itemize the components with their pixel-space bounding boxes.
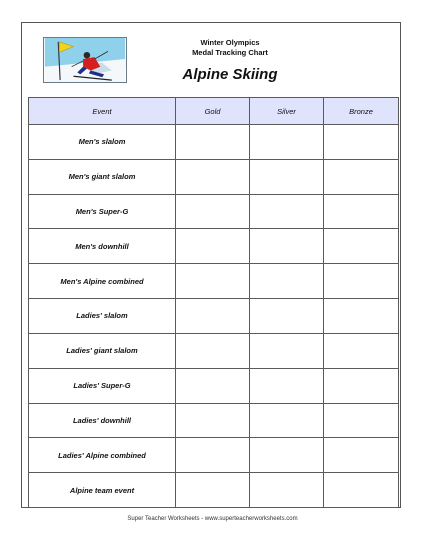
footer-credit: Super Teacher Worksheets - www.superteacherworksheets.com <box>127 516 298 522</box>
event-cell: Ladies' slalom <box>29 299 176 334</box>
gold-cell[interactable] <box>176 159 250 194</box>
table-row <box>29 229 399 264</box>
gold-cell[interactable] <box>176 473 250 508</box>
silver-cell[interactable] <box>250 333 324 368</box>
table-row <box>29 368 399 403</box>
page-title: Alpine Skiing <box>182 66 278 83</box>
event-cell: Ladies' Super-G <box>29 368 176 403</box>
table-header-row <box>29 98 399 125</box>
silver-cell[interactable] <box>250 403 324 438</box>
silver-cell[interactable] <box>250 438 324 473</box>
table-row <box>29 125 399 160</box>
bronze-cell[interactable] <box>324 438 399 473</box>
event-cell: Men's downhill <box>29 229 176 264</box>
event-cell: Ladies' Alpine combined <box>29 438 176 473</box>
silver-cell[interactable] <box>250 299 324 334</box>
silver-cell[interactable] <box>250 125 324 160</box>
table-row <box>29 403 399 438</box>
bronze-cell[interactable] <box>324 333 399 368</box>
gold-cell[interactable] <box>176 125 250 160</box>
event-cell: Ladies' giant slalom <box>29 333 176 368</box>
medal-table <box>28 97 399 508</box>
table-row <box>29 333 399 368</box>
bronze-cell[interactable] <box>324 368 399 403</box>
gold-cell[interactable] <box>176 368 250 403</box>
silver-cell[interactable] <box>250 194 324 229</box>
event-cell: Alpine team event <box>29 473 176 508</box>
skier-with-flag-icon <box>43 37 127 83</box>
bronze-cell[interactable] <box>324 159 399 194</box>
table-row <box>29 438 399 473</box>
bronze-cell[interactable] <box>324 125 399 160</box>
event-cell: Men's Super-G <box>29 194 176 229</box>
table-row <box>29 264 399 299</box>
table-row <box>29 159 399 194</box>
header-line-2: Medal Tracking Chart <box>192 48 268 57</box>
table-row <box>29 473 399 508</box>
gold-cell[interactable] <box>176 229 250 264</box>
event-cell: Men's Alpine combined <box>29 264 176 299</box>
gold-cell[interactable] <box>176 333 250 368</box>
column-header-event: Event <box>29 98 176 125</box>
column-header-bronze: Bronze <box>324 98 399 125</box>
bronze-cell[interactable] <box>324 229 399 264</box>
bronze-cell[interactable] <box>324 264 399 299</box>
table-row <box>29 299 399 334</box>
event-cell: Men's giant slalom <box>29 159 176 194</box>
bronze-cell[interactable] <box>324 403 399 438</box>
silver-cell[interactable] <box>250 229 324 264</box>
silver-cell[interactable] <box>250 159 324 194</box>
gold-cell[interactable] <box>176 264 250 299</box>
table-row <box>29 194 399 229</box>
bronze-cell[interactable] <box>324 473 399 508</box>
bronze-cell[interactable] <box>324 299 399 334</box>
silver-cell[interactable] <box>250 473 324 508</box>
silver-cell[interactable] <box>250 264 324 299</box>
gold-cell[interactable] <box>176 438 250 473</box>
event-cell: Ladies' downhill <box>29 403 176 438</box>
header-line-1: Winter Olympics <box>200 38 260 47</box>
gold-cell[interactable] <box>176 194 250 229</box>
event-cell: Men's slalom <box>29 125 176 160</box>
bronze-cell[interactable] <box>324 194 399 229</box>
column-header-silver: Silver <box>250 98 324 125</box>
gold-cell[interactable] <box>176 299 250 334</box>
silver-cell[interactable] <box>250 368 324 403</box>
column-header-gold: Gold <box>176 98 250 125</box>
gold-cell[interactable] <box>176 403 250 438</box>
